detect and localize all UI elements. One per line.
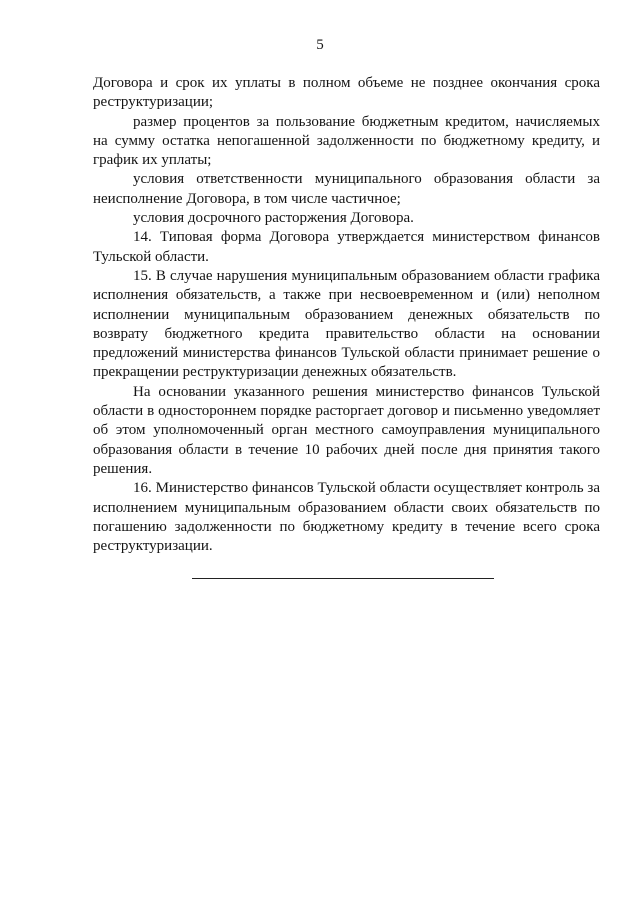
paragraph-termination-notice: На основании указанного решения министерство финансов Тульской области в одностороннем порядке расторгает договор и письменно уведомляет об этом уполномоченный орган местного самоуправления муниципального образования области в течение 10 рабочих дней после дня принятия такого решения.	[93, 383, 600, 477]
paragraph-early-termination: условия досрочного расторжения Договора.	[133, 210, 414, 227]
paragraph-interest-rate: размер процентов за пользование бюджетным кредитом, начисляемых на сумму остатка непогашенной задолженности по бюджетному кредиту, и график их уплаты;	[93, 113, 600, 169]
page-number: 5	[316, 37, 324, 53]
end-separator-line	[192, 578, 494, 579]
paragraph-clause-14: 14. Типовая форма Договора утверждается министерством финансов Тульской области.	[93, 229, 600, 265]
paragraph-liability: условия ответственности муниципального образования области за неисполнение Договора, в том числе частичное;	[93, 171, 600, 207]
document-body	[93, 74, 600, 556]
paragraph-clause-15: 15. В случае нарушения муниципальным образованием области графика исполнения обязательств, а также при несвоевременном и (или) неполном исполнении муниципальным образованием денежных обязательств по возврату бюджетного кредита правительство области на основании предложений министерства финансов Тульской области принимает решение о прекращении реструктуризации денежных обязательств.	[93, 267, 600, 381]
paragraph-continuation: Договора и срок их уплаты в полном объеме не позднее окончания срока реструктуризации;	[93, 75, 600, 111]
paragraph-clause-16: 16. Министерство финансов Тульской области осуществляет контроль за исполнением муниципальным образованием области своих обязательств по погашению задолженности по бюджетному кредиту в течение всего срока реструктуризации.	[93, 480, 600, 555]
